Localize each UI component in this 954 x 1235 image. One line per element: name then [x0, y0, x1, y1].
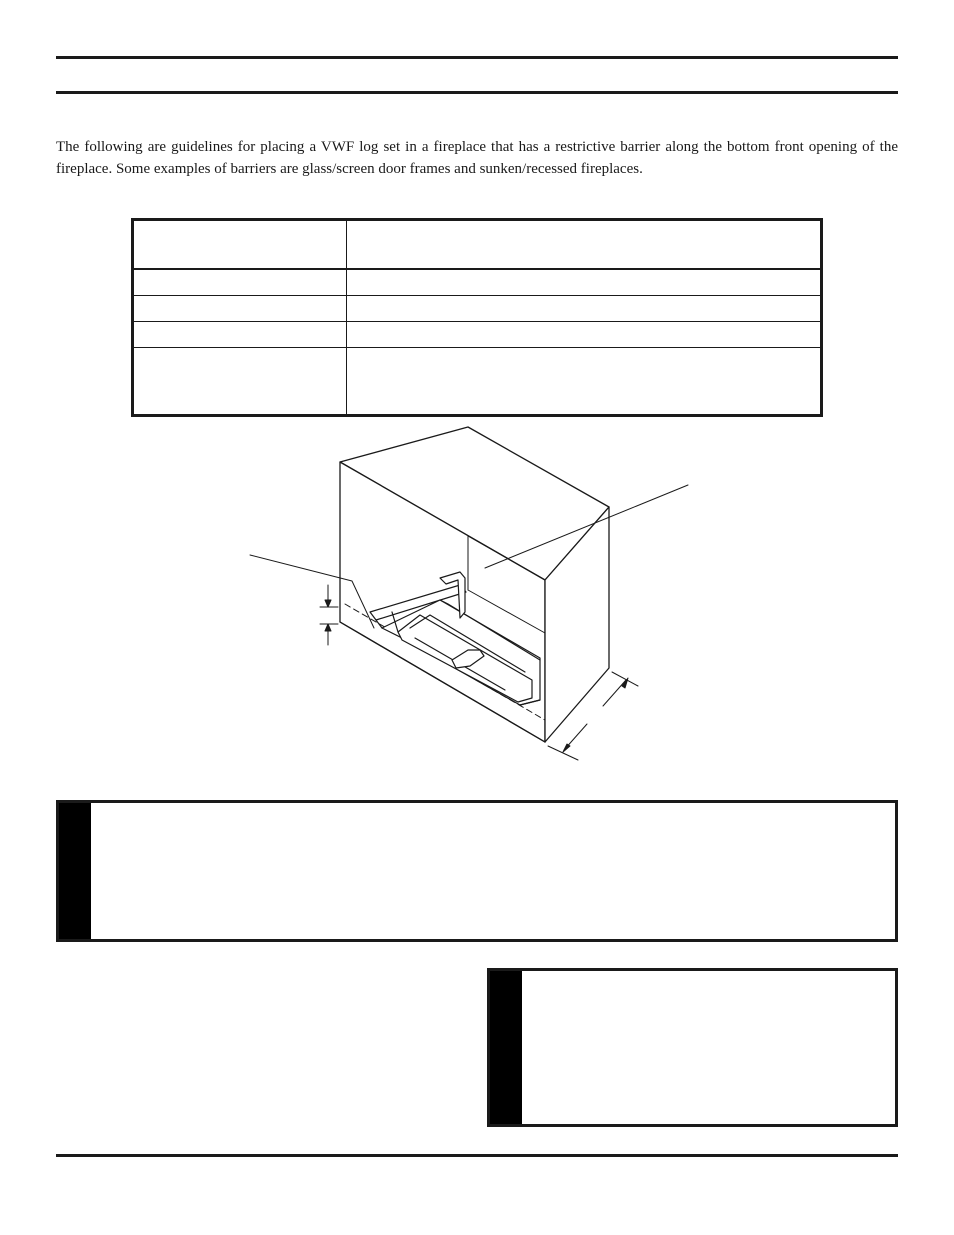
- firebox-inner-top: [468, 536, 545, 580]
- table-row: [133, 296, 822, 322]
- table-cell: [347, 296, 822, 322]
- barrier-lip-inner: [345, 604, 545, 720]
- header-rule-top: [56, 56, 898, 59]
- warning-box-small: [487, 968, 898, 1127]
- firebox-left-wall: [340, 462, 545, 742]
- warning-box-large: [56, 800, 898, 942]
- table-cell: [347, 220, 822, 270]
- table-cell: [347, 269, 822, 296]
- firebox-right-wall: [545, 507, 609, 742]
- table-cell: [133, 348, 347, 416]
- firebox-leader-line: [485, 485, 688, 568]
- firebox-inner-floor: [468, 590, 545, 633]
- table-header-row: [133, 220, 822, 270]
- table-row: [133, 322, 822, 348]
- table-row: [133, 269, 822, 296]
- intro-paragraph: The following are guidelines for placing a VWF log set in a fireplace that has a restrictive barrier along the bottom front opening of the fireplace. Some examples of barriers are glass/screen door frames and sunken/recessed fireplaces.: [56, 139, 898, 177]
- log-grate: [370, 572, 540, 705]
- table-cell: [133, 322, 347, 348]
- firebox-top: [340, 427, 609, 580]
- table-cell: [133, 269, 347, 296]
- table-cell: [347, 348, 822, 416]
- barrier-lip: [340, 622, 545, 742]
- barrier-leader-line: [250, 555, 374, 628]
- barrier-height-dimension: [320, 585, 338, 645]
- table-cell: [133, 220, 347, 270]
- barrier-spec-table: [131, 218, 823, 417]
- warning-box-bar: [59, 803, 91, 939]
- table-row: [133, 348, 822, 416]
- firebox-depth-dimension: [548, 672, 638, 760]
- table-cell: [133, 296, 347, 322]
- table-cell: [347, 322, 822, 348]
- warning-box-bar: [490, 971, 522, 1124]
- footer-rule: [56, 1154, 898, 1157]
- header-rule-bottom: [56, 91, 898, 94]
